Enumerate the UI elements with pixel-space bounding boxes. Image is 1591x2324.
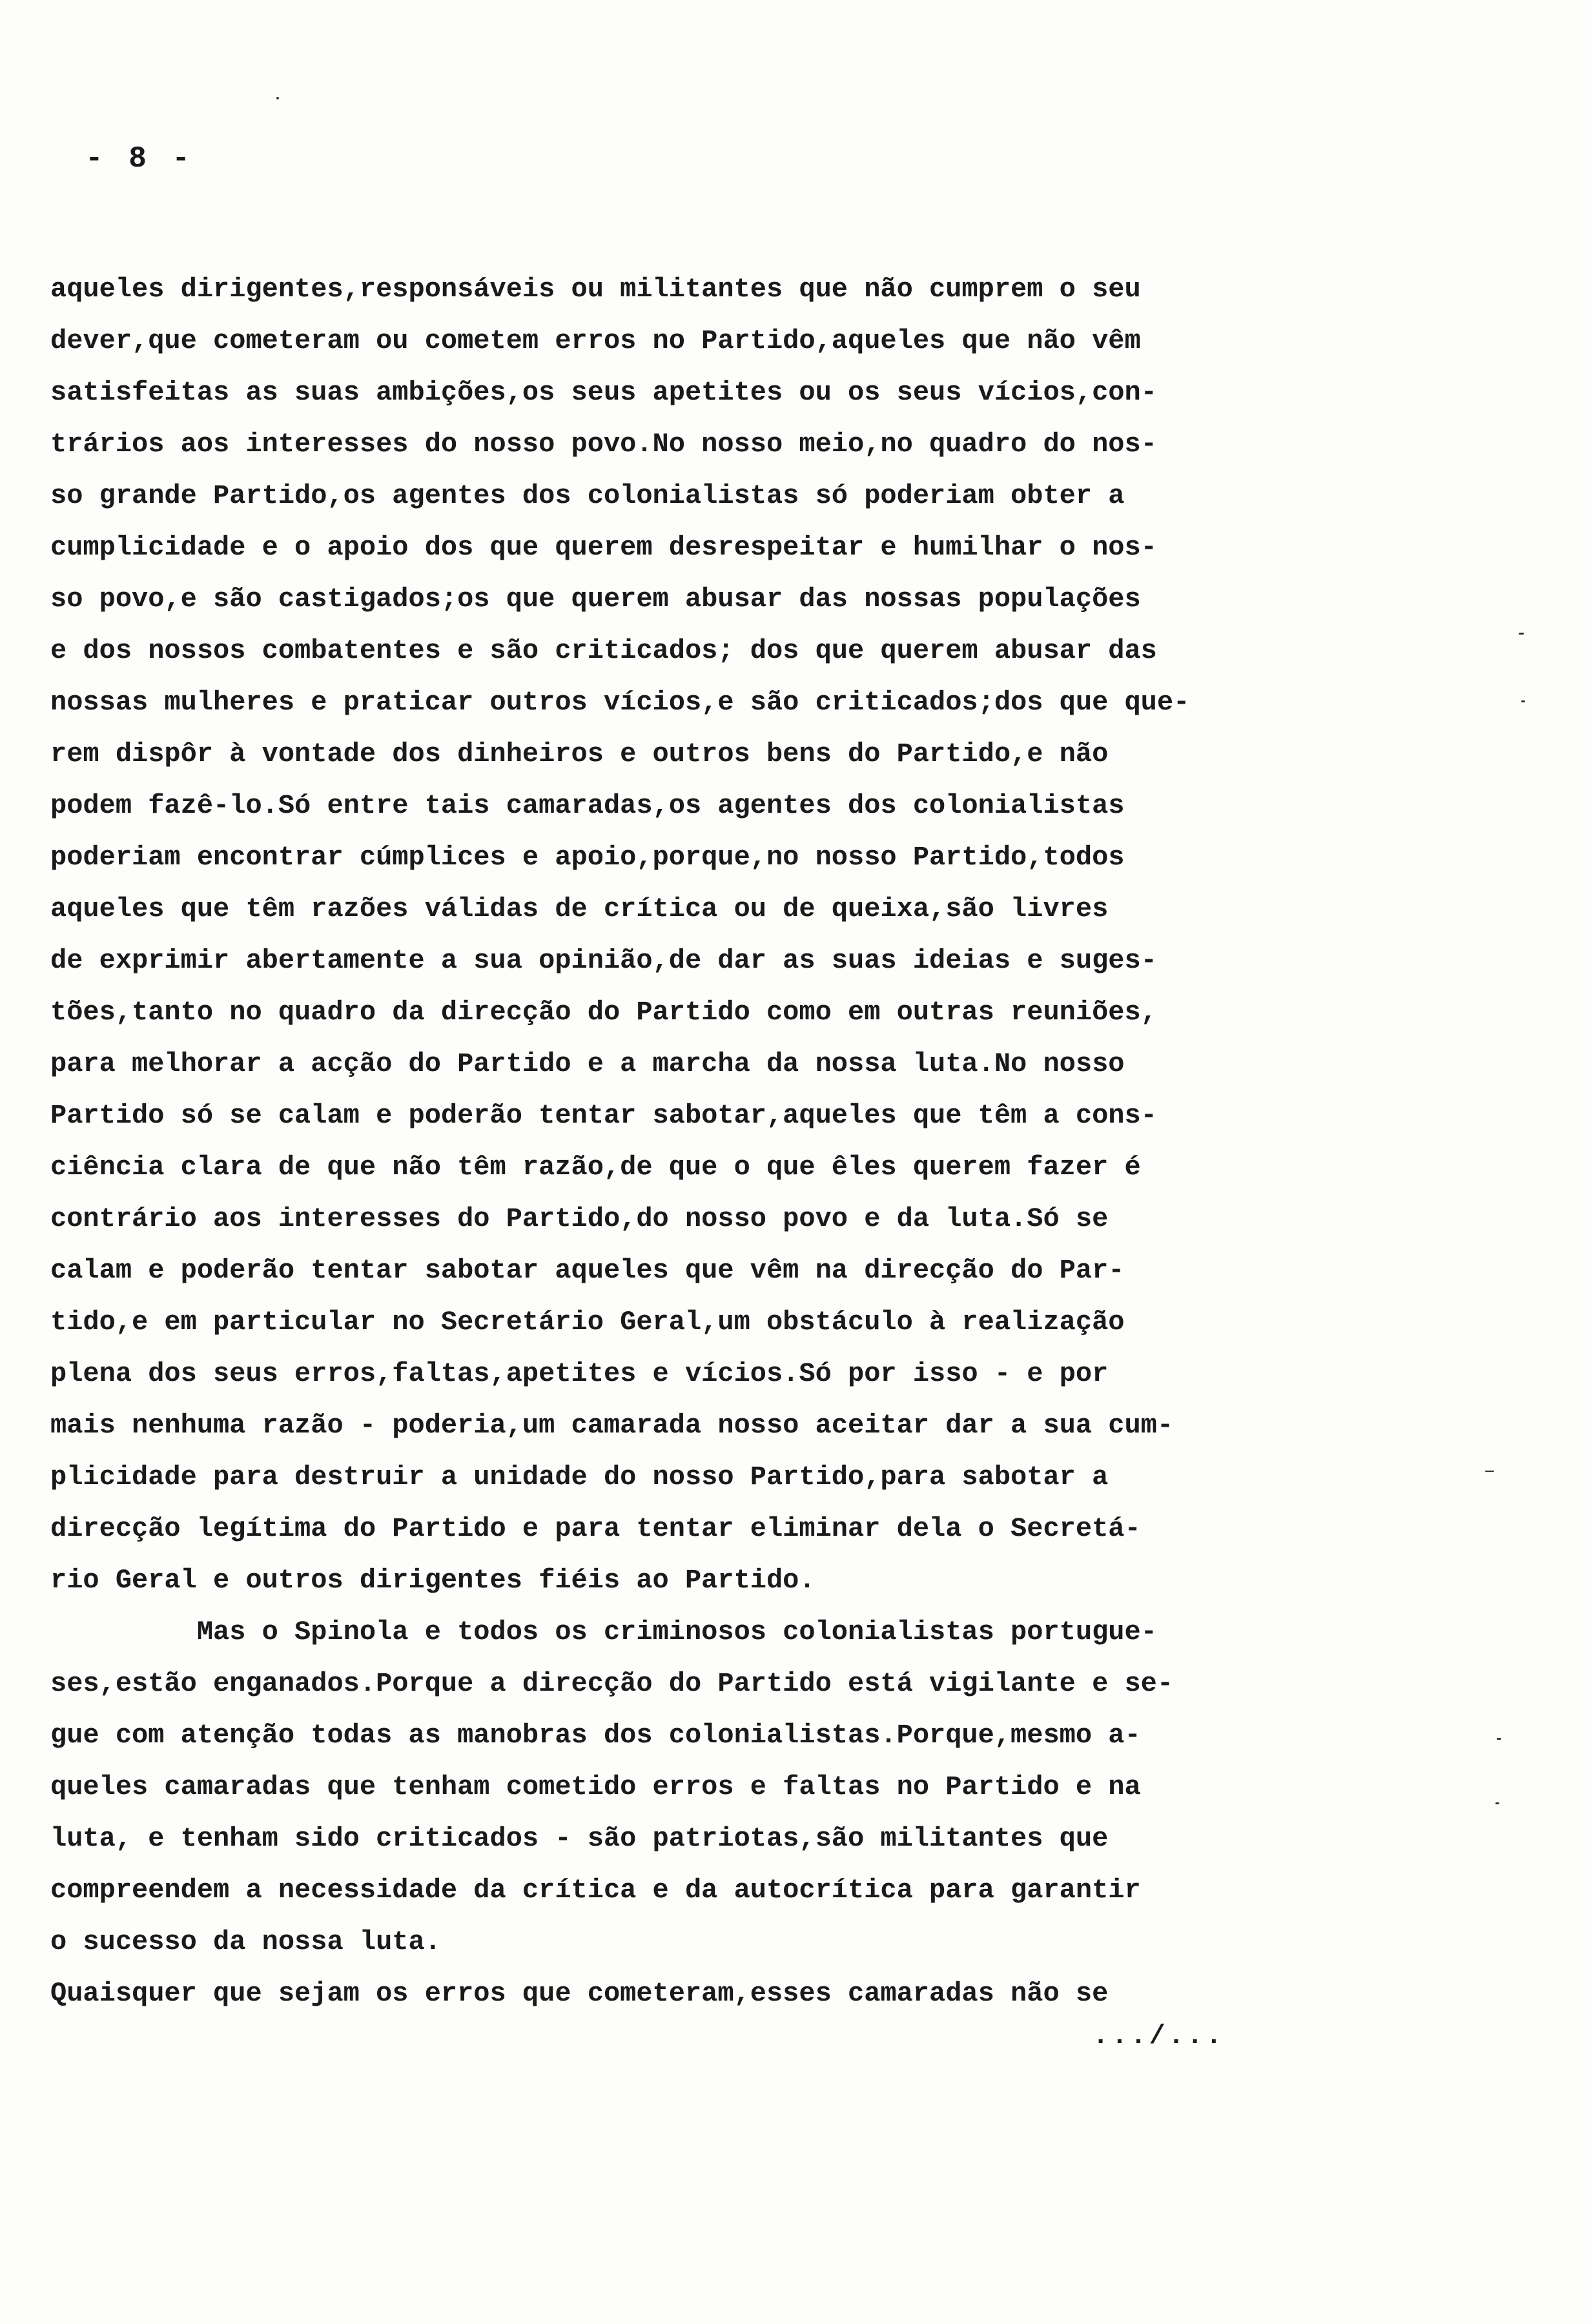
body-text [50,263,1381,2019]
continuation-marker: .../... [1093,2021,1225,2052]
text-line: gue com atenção todas as manobras dos colonialistas.Porque,mesmo a- [50,1720,1141,1751]
text-line: rio Geral e outros dirigentes fiéis ao Partido. [50,1565,816,1596]
text-line: cumplicidade e o apoio dos que querem desrespeitar e humilhar o nos- [50,532,1157,563]
text-line: poderiam encontrar cúmplices e apoio,porque,no nosso Partido,todos [50,842,1125,873]
text-line: tões,tanto no quadro da direcção do Partido como em outras reuniões, [50,997,1157,1028]
text-line: trários aos interesses do nosso povo.No nosso meio,no quadro do nos- [50,429,1157,460]
text-line: so povo,e são castigados;os que querem abusar das nossas populações [50,584,1141,615]
scan-speck [1497,1738,1501,1740]
text-line: aqueles dirigentes,responsáveis ou militantes que não cumprem o seu [50,274,1141,305]
text-line: plena dos seus erros,faltas,apetites e vícios.Só por isso - e por [50,1358,1109,1389]
text-line: dever,que cometeram ou cometem erros no Partido,aqueles que não vêm [50,325,1141,356]
text-line: rem dispôr à vontade dos dinheiros e outros bens do Partido,e não [50,739,1109,770]
text-line: de exprimir abertamente a sua opinião,de dar as suas ideias e suges- [50,945,1157,976]
scan-speck [1485,1471,1494,1472]
page-number: - 8 - [85,142,194,176]
text-line: compreendem a necessidade da crítica e da autocrítica para garantir [50,1875,1141,1906]
scan-speck [1521,700,1525,702]
text-line: plicidade para destruir a unidade do nosso Partido,para sabotar a [50,1462,1109,1493]
text-line: so grande Partido,os agentes dos colonialistas só poderiam obter a [50,480,1125,511]
text-line: ses,estão enganados.Porque a direcção do Partido está vigilante e se- [50,1668,1174,1699]
text-line: calam e poderão tentar sabotar aqueles que vêm na direcção do Par- [50,1255,1125,1286]
scan-speck [276,97,279,99]
text-line: tido,e em particular no Secretário Geral,um obstáculo à realização [50,1307,1125,1338]
text-line: luta, e tenham sido criticados - são patriotas,são militantes que [50,1823,1109,1854]
text-line: podem fazê-lo.Só entre tais camaradas,os agentes dos colonialistas [50,790,1125,821]
text-line: Quaisquer que sejam os erros que cometeram,esses camaradas não se [50,1978,1109,2009]
text-line: e dos nossos combatentes e são criticados; dos que querem abusar das [50,635,1157,666]
text-line: Mas o Spinola e todos os criminosos colonialistas portugue- [50,1616,1157,1647]
text-line: Partido só se calam e poderão tentar sabotar,aqueles que têm a cons- [50,1100,1157,1131]
text-line: nossas mulheres e praticar outros vícios,e são criticados;dos que que- [50,687,1190,718]
text-line: direcção legítima do Partido e para tentar eliminar dela o Secretá- [50,1513,1141,1544]
text-line: ciência clara de que não têm razão,de que o que êles querem fazer é [50,1152,1141,1183]
scan-speck [1519,633,1524,635]
text-line: queles camaradas que tenham cometido erros e faltas no Partido e na [50,1771,1141,1802]
scan-speck [1495,1802,1499,1804]
text-line: contrário aos interesses do Partido,do nosso povo e da luta.Só se [50,1203,1109,1234]
text-line: o sucesso da nossa luta. [50,1926,441,1957]
text-line: para melhorar a acção do Partido e a marcha da nossa luta.No nosso [50,1048,1125,1079]
text-line: satisfeitas as suas ambições,os seus apetites ou os seus vícios,con- [50,377,1157,408]
text-line: mais nenhuma razão - poderia,um camarada nosso aceitar dar a sua cum- [50,1410,1174,1441]
text-line: aqueles que têm razões válidas de crítica ou de queixa,são livres [50,893,1109,924]
